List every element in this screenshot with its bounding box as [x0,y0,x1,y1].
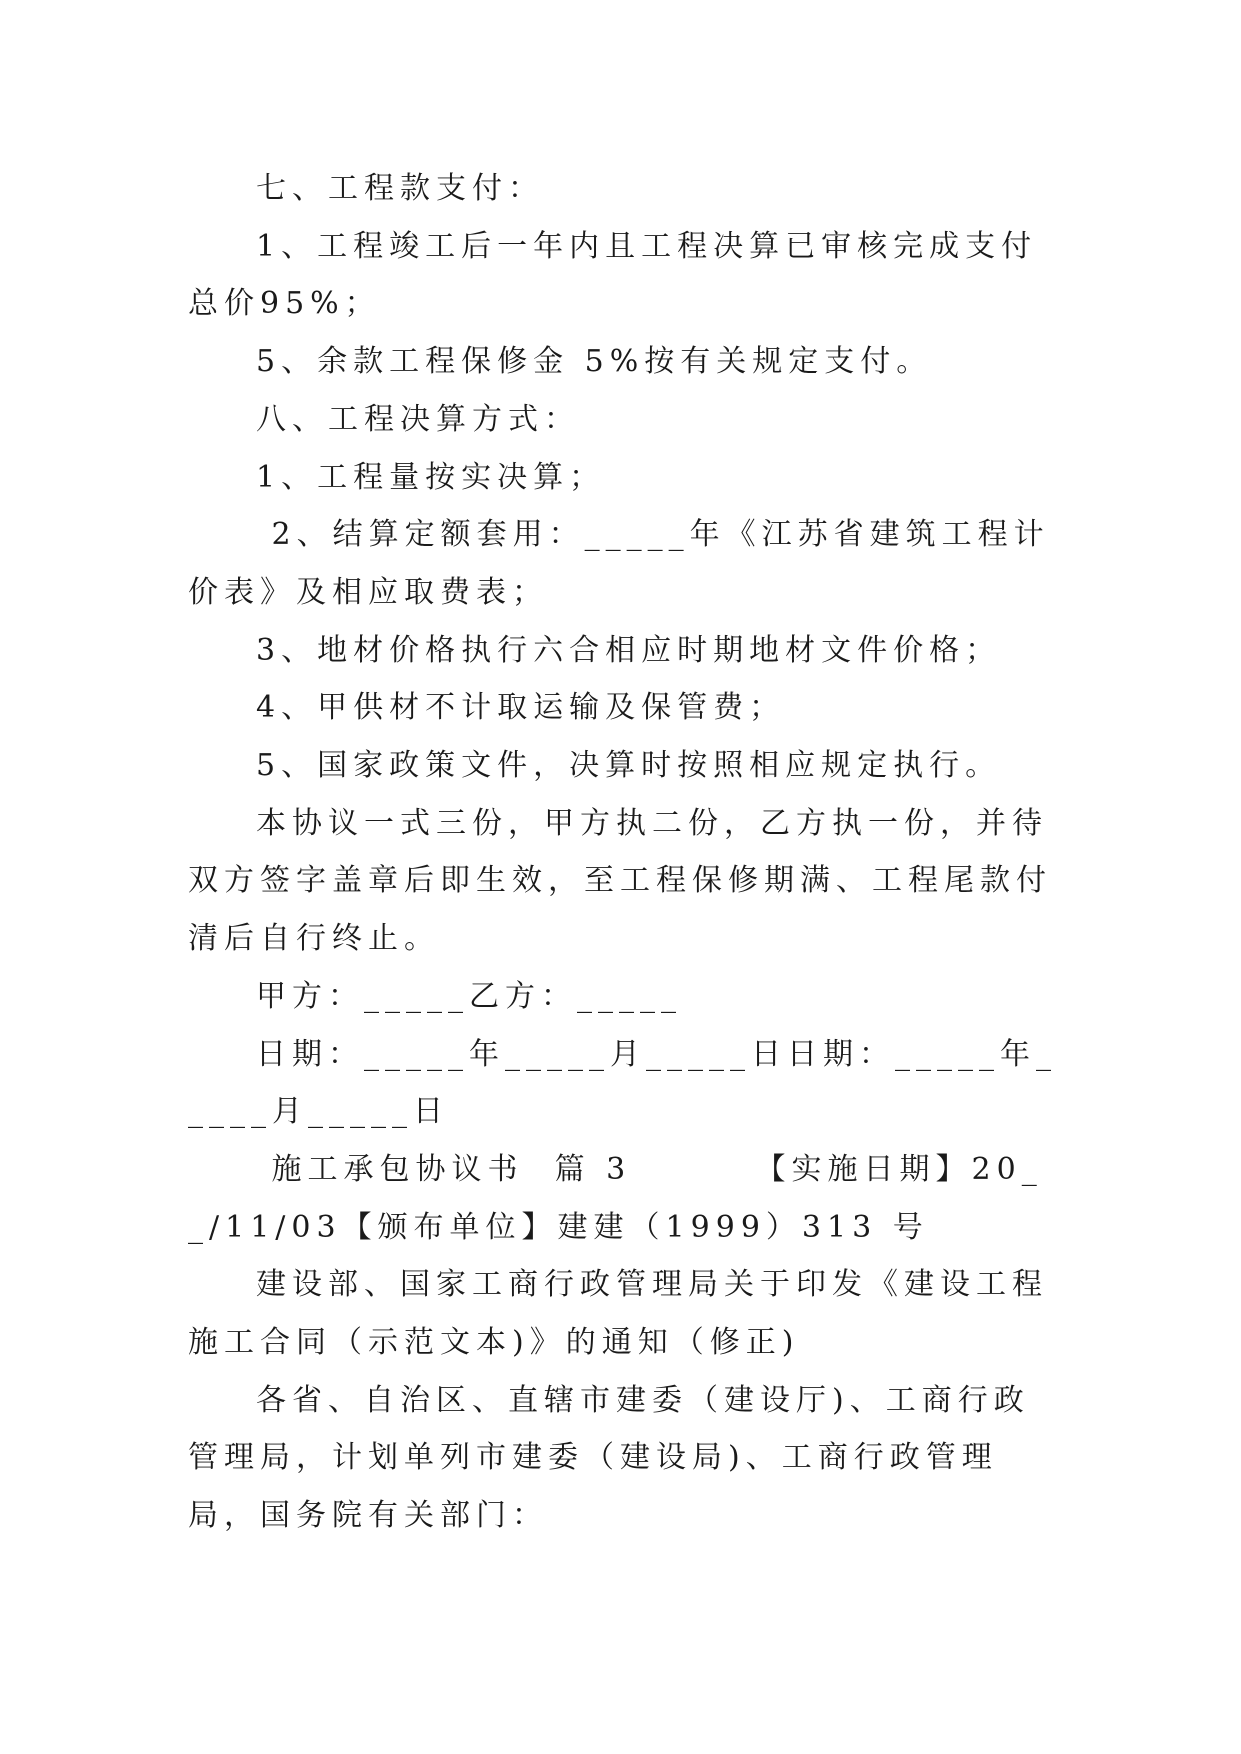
list-item: 1、工程竣工后一年内且工程决算已审核完成支付总价95%； [188,228,1038,322]
list-item: 5、余款工程保修金 5%按有关规定支付。 [256,344,933,380]
section-heading: 八、工程决算方式： [256,401,580,437]
document-header: 施工承包协议书 篇 3 【实施日期】20__/11/03【颁布单位】建建（1999）313 号 [188,1151,1043,1245]
list-item: 1、工程量按实决算； [256,459,606,495]
list-item: 4、甲供材不计取运输及保管费； [256,690,786,726]
list-item: 2、结算定额套用：_____年《江苏省建筑工程计价表》及相应取费表； [188,517,1050,610]
notice-addressees: 各省、自治区、直辖市建委（建设厅)、工商行政管理局，计划单列市建委（建设局)、工商行政管理局，国务院有关部门： [188,1382,1030,1534]
notice-title: 建设部、国家工商行政管理局关于印发《建设工程施工合同（示范文本)》的通知（修正) [188,1267,1048,1361]
agreement-paragraph: 本协议一式三份，甲方执二份，乙方执一份，并待双方签字盖章后即生效，至工程保修期满、工程尾款付清后自行终止。 [188,805,1052,957]
document-body [188,160,1058,1545]
date-line: 日期：_____年_____月_____日日期：_____年_____月_____日 [188,1036,1057,1130]
list-item: 3、地材价格执行六合相应时期地材文件价格； [256,632,1002,668]
section-heading: 七、工程款支付： [256,171,544,206]
signature-line: 甲方：_____乙方：_____ [256,978,682,1014]
list-item: 5、国家政策文件，决算时按照相应规定执行。 [256,748,1002,784]
